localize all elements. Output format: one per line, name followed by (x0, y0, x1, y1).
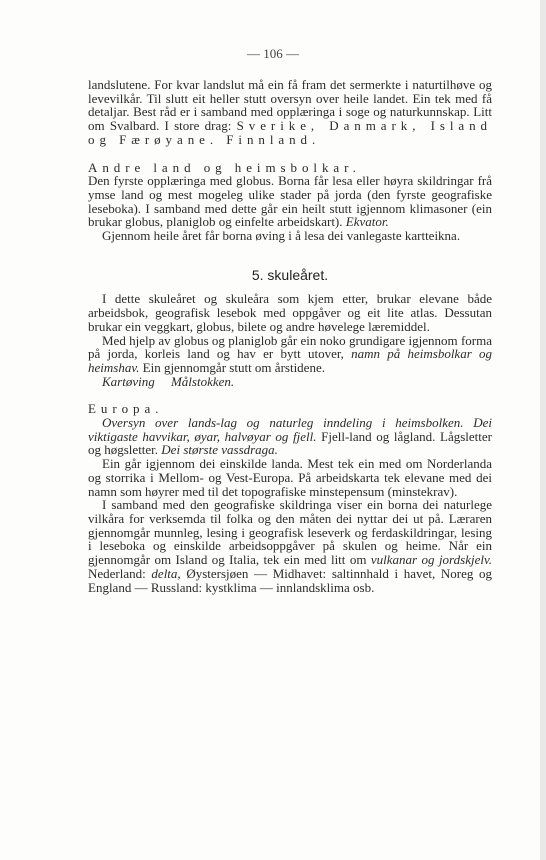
paragraph-skildring: I samband med den geografiske skildringa viser ein borna dei naturlege vilkåra for verksemda til folka og den måten dei nyttar dei ut på. Læraren gjennomgår munnleg, lesing i geografisk leseverk og ferdaskildringar, lesing i leseboka og einskilde arbeidsoppgåver på skulen og heime. Når ein gjennomgår om Island og Italia, tek ein med litt om vulkanar og jordskjelv. Nederland: delta, Øystersjøen — Midhavet: saltinnhald i havet, Noreg og England — Russland: kystklima — innlandsklima osb. (88, 497, 493, 595)
paragraph-kartteikn: Gjennom heile året får borna øving i å lesa dei vanlegaste kartteikna. (102, 228, 461, 244)
chapter-title: 5. skuleåret. (251, 266, 329, 283)
spaced-country-list: Sverike, Danmark, Island og Færøyane. Finnland. (88, 118, 493, 147)
paragraph-skulearet: I dette skuleåret og skuleåra som kjem etter, brukar elevane både arbeidsbok, geografisk lesebok med oppgåver og eit lite atlas. Dessutan brukar ein veggkart, globus, bilete og andre høvelege læremiddel. (88, 291, 492, 334)
paragraph-kartoving: Kartøving Målstokken. (102, 373, 235, 389)
paragraph-landa: Ein går igjennom dei einskilde landa. Mest tek ein med om Norderlanda og storrika i Mellom- og Vest-Europa. På arbeidskarta tek elevane med dei namn som høyrer med til det topografiske minstepensum (minstekrav). (88, 456, 492, 499)
paragraph-globus: Den fyrste opplæringa med globus. Borna får lesa eller høyra skildringar frå ymse land og mest mogeleg ulike stader på jorda (den fyrste geografiske leseboka). I samband med dette går ein heilt stutt igjennom klimasoner (ein brukar globus, planiglob og einfelte arbeidskart). Ekvator. (88, 173, 492, 230)
heading-europa: Europa. (88, 401, 164, 417)
paragraph-planiglob: Med hjelp av globus og planiglob går ein noko grundigare igjennom forma på jorda, korleis land og hav er bytt utover, namn på heimsbolkar og heimshav. Ein gjennomgår stutt om årstidene. (88, 332, 492, 375)
page-edge (540, 0, 546, 860)
heading-andre-land: Andre land og heimsbolkar. (88, 159, 361, 175)
page-number: — 106 — (247, 46, 299, 61)
paragraph-oversyn: Oversyn over lands-lag og naturleg inndeling i heimsbolken. Dei viktigaste havvikar, øyar, halvøyar og fjell. Fjell-land og lågland. Lågsletter og høgsletter. Dei største vassdraga. (88, 415, 492, 458)
paragraph-landslutene: landslutene. For kvar landslut må ein få fram det sermerkte i naturtilhøve og levevilkår. Til slutt eit heller stutt oversyn over heile landet. Ein tek med få detaljar. Best råd er i samband med opplæringa i soge og naturkunnskap. Litt om Svalbard. I store drag: Sverike, Danmark, Island og Færøyane. Finnland. (88, 77, 493, 147)
page-body (88, 78, 492, 594)
